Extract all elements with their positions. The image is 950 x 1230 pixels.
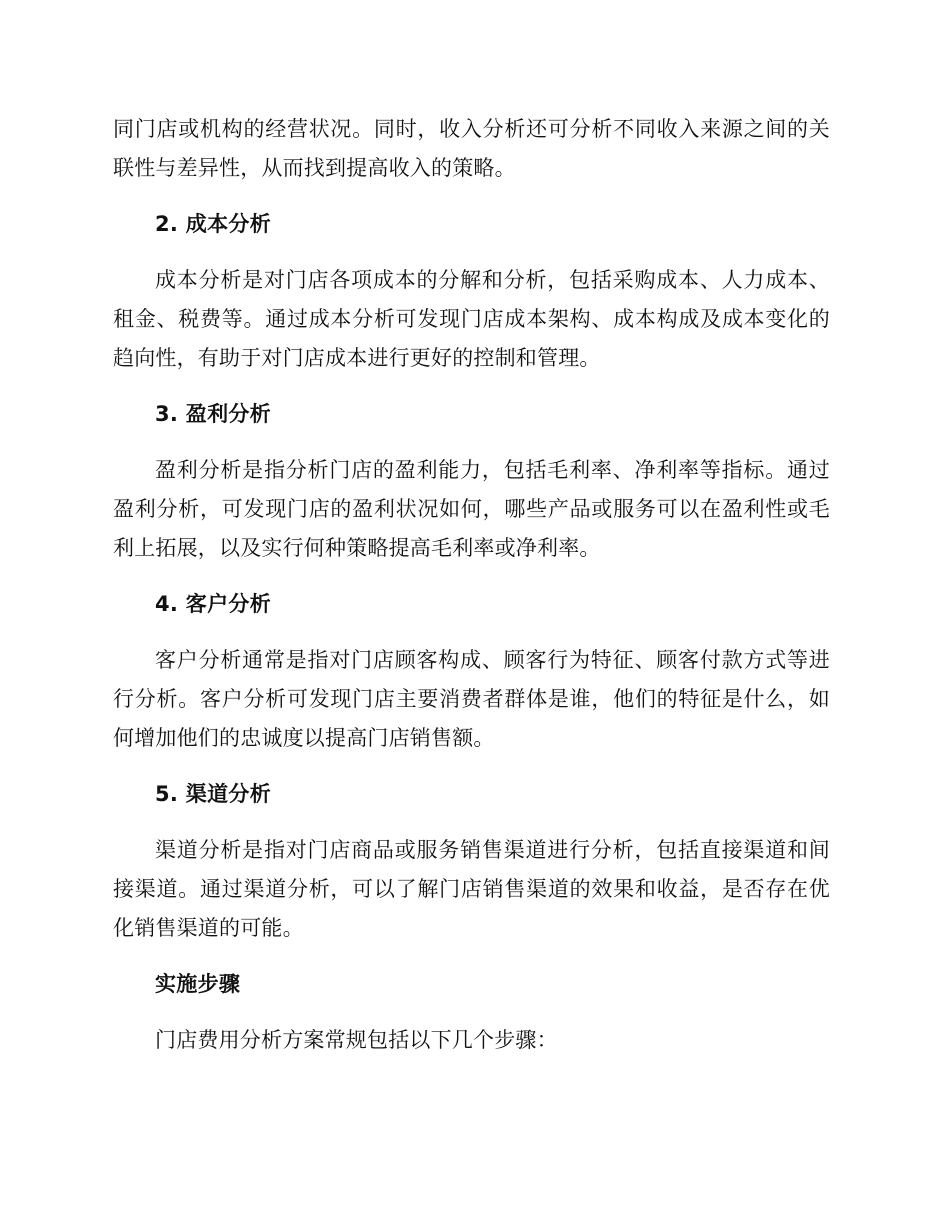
section-channel-analysis xyxy=(113,777,830,948)
section-body: 盈利分析是指分析门店的盈利能力，包括毛利率、净利率等指标。通过盈利分析，可发现门店的盈利状况如何，哪些产品或服务可以在盈利性或毛利上拓展，以及实行何种策略提高毛利率或净利率。 xyxy=(113,458,830,560)
intro-paragraph: 同门店或机构的经营状况。同时，收入分析还可分析不同收入来源之间的关联性与差异性，从而找到提高收入的策略。 xyxy=(113,117,830,180)
section-implementation-steps xyxy=(113,967,830,1060)
section-body: 客户分析通常是指对门店顾客构成、顾客行为特征、顾客付款方式等进行分析。客户分析可发现门店主要消费者群体是谁，他们的特征是什么，如何增加他们的忠诚度以提高门店销售额。 xyxy=(113,648,830,750)
section-heading: 5. 渠道分析 xyxy=(155,782,271,806)
section-heading: 实施步骤 xyxy=(155,972,241,996)
section-body: 门店费用分析方案常规包括以下几个步骤： xyxy=(155,1028,558,1052)
section-heading: 4. 客户分析 xyxy=(155,592,271,616)
section-body: 成本分析是对门店各项成本的分解和分析，包括采购成本、人力成本、租金、税费等。通过成本分析可发现门店成本架构、成本构成及成本变化的趋向性，有助于对门店成本进行更好的控制和管理。 xyxy=(113,268,830,370)
section-customer-analysis xyxy=(113,587,830,758)
document-content xyxy=(113,110,830,1060)
section-body: 渠道分析是指对门店商品或服务销售渠道进行分析，包括直接渠道和间接渠道。通过渠道分析，可以了解门店销售渠道的效果和收益，是否存在优化销售渠道的可能。 xyxy=(113,838,830,940)
section-heading: 3. 盈利分析 xyxy=(155,402,271,426)
section-profit-analysis xyxy=(113,397,830,568)
section-heading: 2. 成本分析 xyxy=(155,212,271,236)
section-cost-analysis xyxy=(113,207,830,378)
